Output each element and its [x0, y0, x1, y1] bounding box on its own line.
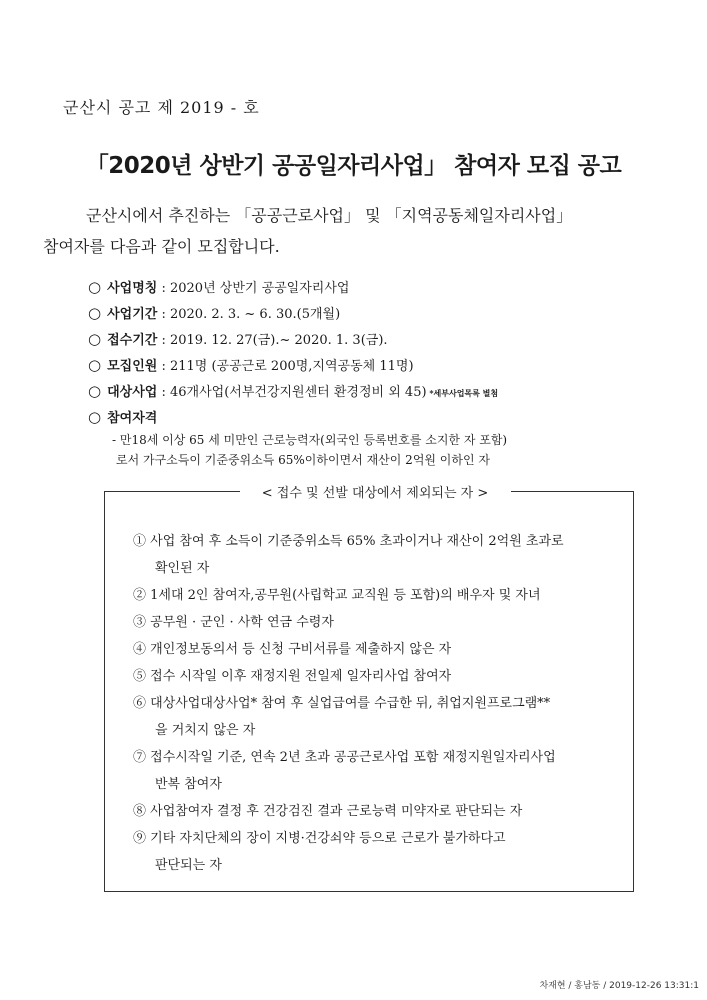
exclusion-item-continuation: 을 거치지 않은 자 [155, 723, 256, 738]
exclusion-item [133, 825, 623, 879]
info-label: 대상사업 [107, 385, 158, 400]
info-label: 참여자격 [107, 411, 158, 426]
info-list [88, 274, 688, 430]
info-separator: : [157, 307, 170, 322]
info-label: 사업명칭 [107, 281, 158, 296]
info-label: 사업기간 [107, 307, 158, 322]
circle-bullet-icon: ○ [88, 304, 102, 322]
exclusion-item-line: ① 사업 참여 후 소득이 기준중위소득 65% 초과이거나 재산이 2억원 초과로 [133, 534, 564, 549]
qualification-line-1: - 만18세 이상 65 세 미만인 근로능력자(외국인 등록번호를 소지한 자 포함) [112, 433, 508, 447]
exclusion-item-line: ⑥ 대상사업대상사업* 참여 후 실업급여를 수급한 뒤, 취업지원프로그램** [133, 696, 551, 711]
info-separator: : [157, 281, 170, 296]
info-value: 2019. 12. 27(금).~ 2020. 1. 3(금). [169, 333, 388, 348]
info-item-recruitment-count [88, 352, 688, 378]
exclusion-item [133, 636, 623, 663]
info-item-project-period [88, 300, 688, 326]
info-label: 접수기간 [107, 333, 158, 348]
circle-bullet-icon: ○ [88, 382, 102, 400]
exclusion-item-line: ⑦ 접수시작일 기준, 연속 2년 초과 공공근로사업 포함 재정지원일자리사업 [133, 750, 556, 765]
info-item-project-name [88, 274, 688, 300]
exclusion-item-continuation: 판단되는 자 [155, 858, 222, 873]
intro-line-1: 군산시에서 추진하는 「공공근로사업」 및 「지역공동체일자리사업」 [86, 206, 573, 225]
exclusion-item [133, 663, 623, 690]
qualification-line-2: 로서 가구소득이 기준중위소득 65%이하이면서 재산이 2억원 이하인 자 [116, 453, 490, 467]
circle-bullet-icon: ○ [88, 330, 102, 348]
intro-line-2: 참여자를 다음과 같이 모집합니다. [43, 237, 280, 256]
exclusion-item-line: ③ 공무원 · 군인 · 사학 연금 수령자 [133, 615, 334, 630]
exclusion-item-line: ⑧ 사업참여자 결정 후 건강검진 결과 근로능력 미약자로 판단되는 자 [133, 804, 523, 819]
info-label: 모집인원 [107, 359, 158, 374]
box-top-border-right [511, 491, 633, 492]
notice-number: 군산시 공고 제 2019 - 호 [63, 98, 260, 117]
info-separator: : [157, 359, 170, 374]
intro-paragraph [43, 200, 683, 262]
exclusion-item [133, 690, 623, 744]
info-note: *세부사업목록 별첨 [426, 388, 499, 398]
exclusion-item-line: ⑨ 기타 자치단체의 장이 지병·건강쇠약 등으로 근로가 불가하다고 [133, 831, 506, 846]
info-item-target-projects [88, 378, 688, 404]
info-item-application-period [88, 326, 688, 352]
exclusion-box-title: < 접수 및 선발 대상에서 제외되는 자 > [261, 486, 489, 501]
exclusion-item [133, 744, 623, 798]
exclusion-item-line: ② 1세대 2인 참여자,공무원(사립학교 교직원 등 포함)의 배우자 및 자녀 [133, 588, 541, 603]
exclusion-item [133, 798, 623, 825]
exclusion-item [133, 582, 623, 609]
print-footer: 차재현 / 홍남동 / 2019-12-26 13:31:1 [539, 981, 699, 991]
info-separator: : [157, 333, 170, 348]
qualification-text [112, 430, 672, 470]
exclusion-item [133, 609, 623, 636]
info-value: 211명 (공공근로 200명,지역공동체 11명) [169, 359, 414, 374]
exclusion-item-line: ⑤ 접수 시작일 이후 재정지원 전일제 일자리사업 참여자 [133, 669, 452, 684]
exclusion-item [133, 528, 623, 582]
info-value: 2020년 상반기 공공일자리사업 [169, 281, 350, 296]
exclusion-item-continuation: 반복 참여자 [155, 777, 222, 792]
info-item-qualification [88, 404, 688, 430]
box-top-border-left [104, 491, 240, 492]
circle-bullet-icon: ○ [88, 278, 102, 296]
info-separator: : [157, 385, 170, 400]
exclusion-item-line: ④ 개인정보동의서 등 신청 구비서류를 제출하지 않은 자 [133, 642, 452, 657]
info-value: 2020. 2. 3. ~ 6. 30.(5개월) [169, 307, 341, 322]
circle-bullet-icon: ○ [88, 408, 102, 426]
circle-bullet-icon: ○ [88, 356, 102, 374]
exclusion-item-continuation: 확인된 자 [155, 561, 210, 576]
info-value: 46개사업(서부건강지원센터 환경정비 외 45) [169, 385, 427, 400]
exclusion-list [133, 528, 623, 879]
document-title: 「2020년 상반기 공공일자리사업」 참여자 모집 공고 [85, 153, 622, 179]
